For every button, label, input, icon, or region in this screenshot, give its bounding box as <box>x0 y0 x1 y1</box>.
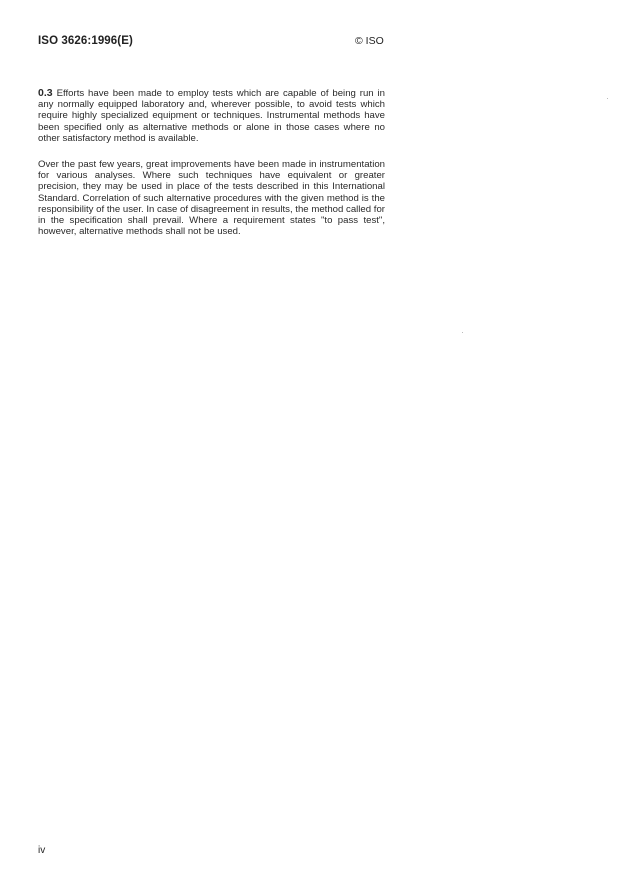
copyright-notice: © ISO <box>355 35 384 47</box>
clause-text: Efforts have been made to employ tests which are capable of being run in any normally equipped laboratory and, wherever possible, to avoid tests which require highly specialized equipment or techniques. Instrumental methods have been specified only as alternative methods or alone in those cases where no other satisfactory method is available. <box>38 88 385 144</box>
standard-identifier: ISO 3626:1996(E) <box>38 35 133 47</box>
scan-speck <box>462 332 463 333</box>
scan-speck <box>607 98 608 99</box>
clause-number: 0.3 <box>38 87 53 99</box>
page-number: iv <box>38 845 46 856</box>
instrumentation-paragraph: Over the past few years, great improvements have been made in instrumentation for various analyses. Where such techniques have equivalent or greater precision, they may be used in place of the tests described in this International Standard. Correlation of such alternative procedures with the given method is the responsibility of the user. In case of disagreement in results, the method called for in the specification shall prevail. Where a requirement states "to pass test", however, alternative methods shall not be used. <box>38 159 385 238</box>
clause-0-3-paragraph <box>38 88 385 144</box>
